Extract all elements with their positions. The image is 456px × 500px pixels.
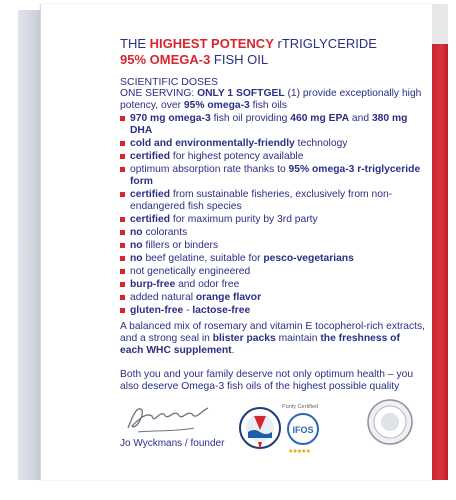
certification-seal-icon	[366, 398, 414, 446]
benefit-item: not genetically engineered	[120, 266, 426, 278]
benefit-list	[120, 113, 426, 317]
benefit-item: 970 mg omega-3 fish oil providing 460 mg EPA and 380 mg DHA	[120, 113, 426, 137]
benefit-item: cold and environmentally-friendly technology	[120, 138, 426, 150]
box-left-shadow	[18, 10, 42, 480]
founder-name: Jo Wyckmans / founder	[120, 438, 225, 449]
scientific-doses-label: SCIENTIFIC DOSES	[120, 76, 219, 88]
benefit-item: added natural orange flavor	[120, 292, 426, 304]
headline-line-2: 95% OMEGA-3 FISH OIL	[120, 52, 269, 67]
ifos-label: Purity Certified	[282, 404, 319, 410]
benefit-item: optimum absorption rate thanks to 95% omega-3 r-triglyceride form	[120, 164, 426, 188]
benefit-item: certified from sustainable fisheries, exclusively from non-endangered fish species	[120, 189, 426, 213]
benefit-item: no colorants	[120, 227, 426, 239]
svg-text:IFOS: IFOS	[292, 425, 314, 435]
headline-line-1: THE HIGHEST POTENCY rTRIGLYCERIDE	[120, 36, 377, 51]
benefit-item: no fillers or binders	[120, 240, 426, 252]
benefit-item: certified for maximum purity by 3rd party	[120, 214, 426, 226]
footer	[120, 398, 426, 468]
box-red-side	[432, 4, 448, 480]
benefit-item: no beef gelatine, suitable for pesco-vegetarians	[120, 253, 426, 265]
ifos-stars: ★★★★★	[288, 449, 310, 455]
blend-paragraph: A balanced mix of rosemary and vitamin E tocopherol-rich extracts, and a strong seal in blister packs maintain the freshness of each WHC supplement.	[120, 321, 426, 356]
benefit-item: certified for highest potency available	[120, 151, 426, 163]
benefit-item: burp-free and odor free	[120, 279, 426, 291]
friend-of-the-sea-seal-icon	[238, 406, 282, 454]
closing-paragraph: Both you and your family deserve not only optimum health – you also deserve Omega-3 fish oils of the highest possible quality	[120, 369, 414, 392]
benefit-item: gluten-free - lactose-free	[120, 305, 426, 317]
ifos-logo-icon	[286, 412, 320, 446]
product-description	[120, 36, 426, 393]
serving-text: ONE SERVING: ONLY 1 SOFTGEL (1) provide exceptionally high potency, over 95% omega-3 fish oils	[120, 88, 422, 111]
box-side-top	[432, 4, 448, 44]
signature-image	[124, 402, 214, 436]
